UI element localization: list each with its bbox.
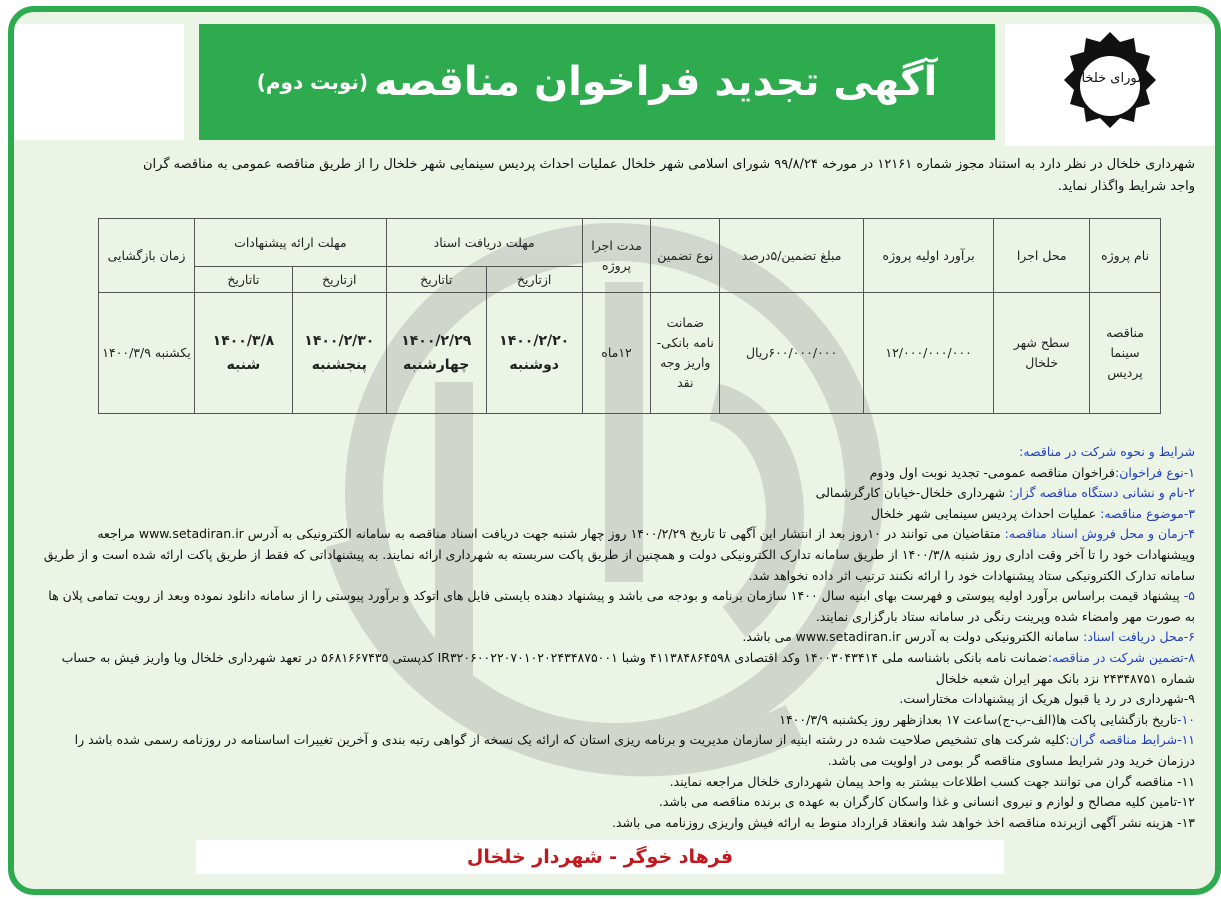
doc-to-day: چهارشنبه	[403, 357, 470, 373]
condition-label: ۲-نام و نشانی دستگاه مناقصه گزار:	[1009, 485, 1195, 501]
condition-text: ضمانت نامه بانکی باشناسه ملی ۱۴۰۰۳۰۴۳۴۱۴ وکد اقتصادی ۴۱۱۳۸۴۸۶۴۵۹۸ وشبا IR۳۲۰۶۰۰۲۲۰۷۰۱۰۲۰۲۴۳۴۸۷۵۰۰۱ کدپستی ۵۶۸۱۶۶۷۴۳۵ در تعهد شهرداری خلخال ویا واریز فیش به حساب شماره ۲۴۳۴۸۷۵۱ نزد بانک مهر ایران شعبه خلخال	[61, 649, 1195, 686]
condition-item	[35, 648, 1195, 689]
cell-prop-from	[292, 293, 386, 414]
condition-text: پیشنهاد قیمت براساس برآورد اولیه پیوستی و فهرست بهای ابنیه سال ۱۴۰۰ سازمان برنامه و بودجه می باشد و پیشنهاد دهنده بایستی فایل های اتوکد و برآورد پیوستی را از سامانه دانلود نموده وبعد از رویت تمامی پلان ها به صورت مهر وامضاء شده وپرینت رنگی در سامانه ستاد بارگزاری نمایند.	[48, 588, 1195, 624]
condition-item	[35, 730, 1195, 771]
advertisement-frame	[8, 6, 1221, 895]
condition-text: فراخوان مناقصه عمومی- تجدید نوبت اول ودوم	[869, 464, 1115, 480]
municipality-logo	[1035, 24, 1185, 146]
condition-item	[35, 710, 1195, 731]
prop-from-day: پنجشنبه	[311, 357, 367, 373]
condition-text: شهرداری در رد یا قبول هریک از پیشنهادات مختاراست.	[899, 691, 1184, 707]
conditions-heading: شرایط و نحوه شرکت در مناقصه:	[1019, 444, 1195, 459]
condition-label: ۱۳-	[1177, 814, 1195, 830]
condition-text: متقاضیان می توانند در ۱۰روز بعد از انتشار این آگهی تا تاریخ ۱۴۰۰/۲/۲۹ روز چهار شنبه جهت دریافت اسناد مناقصه به سامانه الکترونیکی به آدرس www.setadiran.ir مراجعه وپیشنهادات خود را تا آخر وقت اداری روز شنبه ۱۴۰۰/۳/۸ از طریق سامانه تدارک الکترونیکی دولت و همچنین از طریق پاکت سربسته به شهرداری ارائه نمایند. به پیشنهاداتی که فقط از طریق پاکت ارائه شده است و از طریق سامانه تدارک الکترونیکی ستاد پیشنهادات خود را ارائه نکنند ترتیب اثر داده نخواهد شد.	[43, 526, 1195, 583]
condition-text: تاریخ بازگشایی پاکت ها(الف-ب-ج)ساعت ۱۷ بعدازظهر روز یکشنبه ۱۴۰۰/۳/۹	[779, 711, 1178, 727]
logo-text: شورای خلخال	[1072, 71, 1148, 86]
doc-from-date: ۱۴۰۰/۲/۲۰	[499, 333, 570, 349]
cell-prop-to	[194, 293, 292, 414]
condition-label: ۱۱-	[1177, 773, 1195, 789]
condition-text: مناقصه گران می توانند جهت کسب اطلاعات بیشتر به واحد پیمان شهرداری خلخال مراجعه نمایند.	[669, 773, 1178, 789]
condition-label: ۱-نوع فراخوان:	[1115, 464, 1195, 480]
condition-text: عملیات احداث پردیس سینمایی شهر خلخال	[870, 505, 1101, 521]
header-left-panel	[14, 24, 184, 140]
condition-text: سامانه الکترونیکی دولت به آدرس www.setadiran.ir می باشد.	[742, 629, 1084, 645]
doc-from-day: دوشنبه	[509, 357, 559, 373]
th-location: محل اجرا	[994, 219, 1090, 293]
condition-item	[35, 627, 1195, 648]
page-title: آگهی تجدید فراخوان مناقصه	[374, 59, 938, 105]
cell-duration: ۱۲ماه	[582, 293, 651, 414]
intro-line-2: واجد شرایط واگذار نماید.	[1057, 179, 1195, 194]
table-row	[99, 293, 1161, 414]
cell-guarantee-amount: ۶۰۰/۰۰۰/۰۰۰ریال	[720, 293, 864, 414]
th-guarantee-type: نوع تضمین	[651, 219, 720, 293]
condition-label: ۶-محل دریافت اسناد:	[1083, 629, 1195, 645]
condition-item	[35, 524, 1195, 586]
th-duration: مدت اجرا پروژه	[582, 219, 651, 293]
cell-doc-to	[386, 293, 486, 414]
cell-guarantee-type: ضمانت نامه بانکی- واریز وجه نقد	[651, 293, 720, 414]
title-banner	[199, 24, 995, 140]
th-prop-from: ازتاریخ	[292, 267, 386, 293]
conditions-list	[35, 442, 1195, 833]
th-doc-receipt: مهلت دریافت اسناد	[386, 219, 582, 267]
condition-label: ۱۲-	[1177, 794, 1195, 810]
th-opening: زمان بازگشایی	[99, 219, 195, 293]
condition-label: ۴-زمان و محل فروش اسناد مناقصه:	[1004, 526, 1195, 542]
doc-to-date: ۱۴۰۰/۲/۲۹	[401, 333, 472, 349]
condition-item	[35, 504, 1195, 525]
th-project-name: نام پروژه	[1090, 219, 1161, 293]
th-doc-to: تاتاریخ	[386, 267, 486, 293]
th-doc-from: ازتاریخ	[486, 267, 582, 293]
condition-text: کلیه شرکت های تشخیص صلاحیت شده در رشته ابنیه از سازمان مدیریت و برنامه ریزی استان که ارائه یک نسخه از گواهی رتبه بندی و آخرین تغییرات اساسنامه در روزنامه رسمی شده باشد را درزمان خرید ودر شرایط مساوی مناقصه گر بومی در اولویت می باشد.	[74, 732, 1195, 768]
condition-label: ۹-	[1183, 691, 1195, 707]
cell-project-name: مناقصه سینما پردیس	[1090, 293, 1161, 414]
prop-to-day: شنبه	[226, 357, 261, 373]
signature-bar	[196, 840, 1004, 874]
condition-item	[35, 792, 1195, 813]
cell-location: سطح شهر خلخال	[994, 293, 1090, 414]
intro-paragraph	[35, 154, 1195, 198]
cell-doc-from	[486, 293, 582, 414]
cell-estimate: ۱۲/۰۰۰/۰۰۰/۰۰۰	[864, 293, 994, 414]
signature: فرهاد خوگر - شهردار خلخال	[466, 846, 734, 868]
condition-item	[35, 772, 1195, 793]
condition-label: ۸-تضمین شرکت در مناقصه:	[1047, 649, 1195, 665]
th-guarantee-amount: مبلغ تضمین/۵درصد	[720, 219, 864, 293]
condition-text: تامین کلیه مصالح و لوازم و نیروی انسانی و غذا واسکان کارگران به عهده ی برنده مناقصه می باشد.	[658, 794, 1178, 810]
condition-item	[35, 689, 1195, 710]
th-estimate: برآورد اولیه پروژه	[864, 219, 994, 293]
condition-label: ۳-موضوع مناقصه:	[1100, 505, 1195, 521]
condition-label: ۱۰-	[1177, 711, 1195, 727]
condition-item	[35, 586, 1195, 627]
condition-item	[35, 483, 1195, 504]
condition-item	[35, 813, 1195, 834]
condition-label: ۵-	[1183, 588, 1195, 604]
header-right-panel	[1005, 24, 1215, 146]
intro-line-1: شهرداری خلخال در نظر دارد به استناد مجوز شماره ۱۲۱۶۱ در مورخه ۹۹/۸/۲۴ شورای اسلامی شهر خلخال عملیات احداث پردیس سینمایی شهر خلخال را از طریق مناقصه عمومی به مناقصه گران	[143, 157, 1195, 172]
page-subtitle: (نوبت دوم)	[256, 70, 369, 94]
tender-table	[98, 218, 1161, 414]
th-prop-to: تاتاریخ	[194, 267, 292, 293]
cell-opening: یکشنبه ۱۴۰۰/۳/۹	[99, 293, 195, 414]
condition-label: ۱۱-شرایط مناقصه گران:	[1065, 732, 1195, 748]
prop-to-date: ۱۴۰۰/۳/۸	[212, 333, 275, 349]
condition-item	[35, 463, 1195, 484]
prop-from-date: ۱۴۰۰/۲/۳۰	[304, 333, 375, 349]
th-proposal-deadline: مهلت ارائه پیشنهادات	[194, 219, 386, 267]
table-header-row	[99, 219, 1161, 267]
condition-text: هزینه نشر آگهی ازبرنده مناقصه اخذ خواهد شد وانعقاد قرارداد منوط به ارائه فیش واریزی روزنامه می باشد.	[611, 814, 1178, 830]
condition-text: شهرداری خلخال-خیابان کارگرشمالی	[815, 485, 1010, 501]
